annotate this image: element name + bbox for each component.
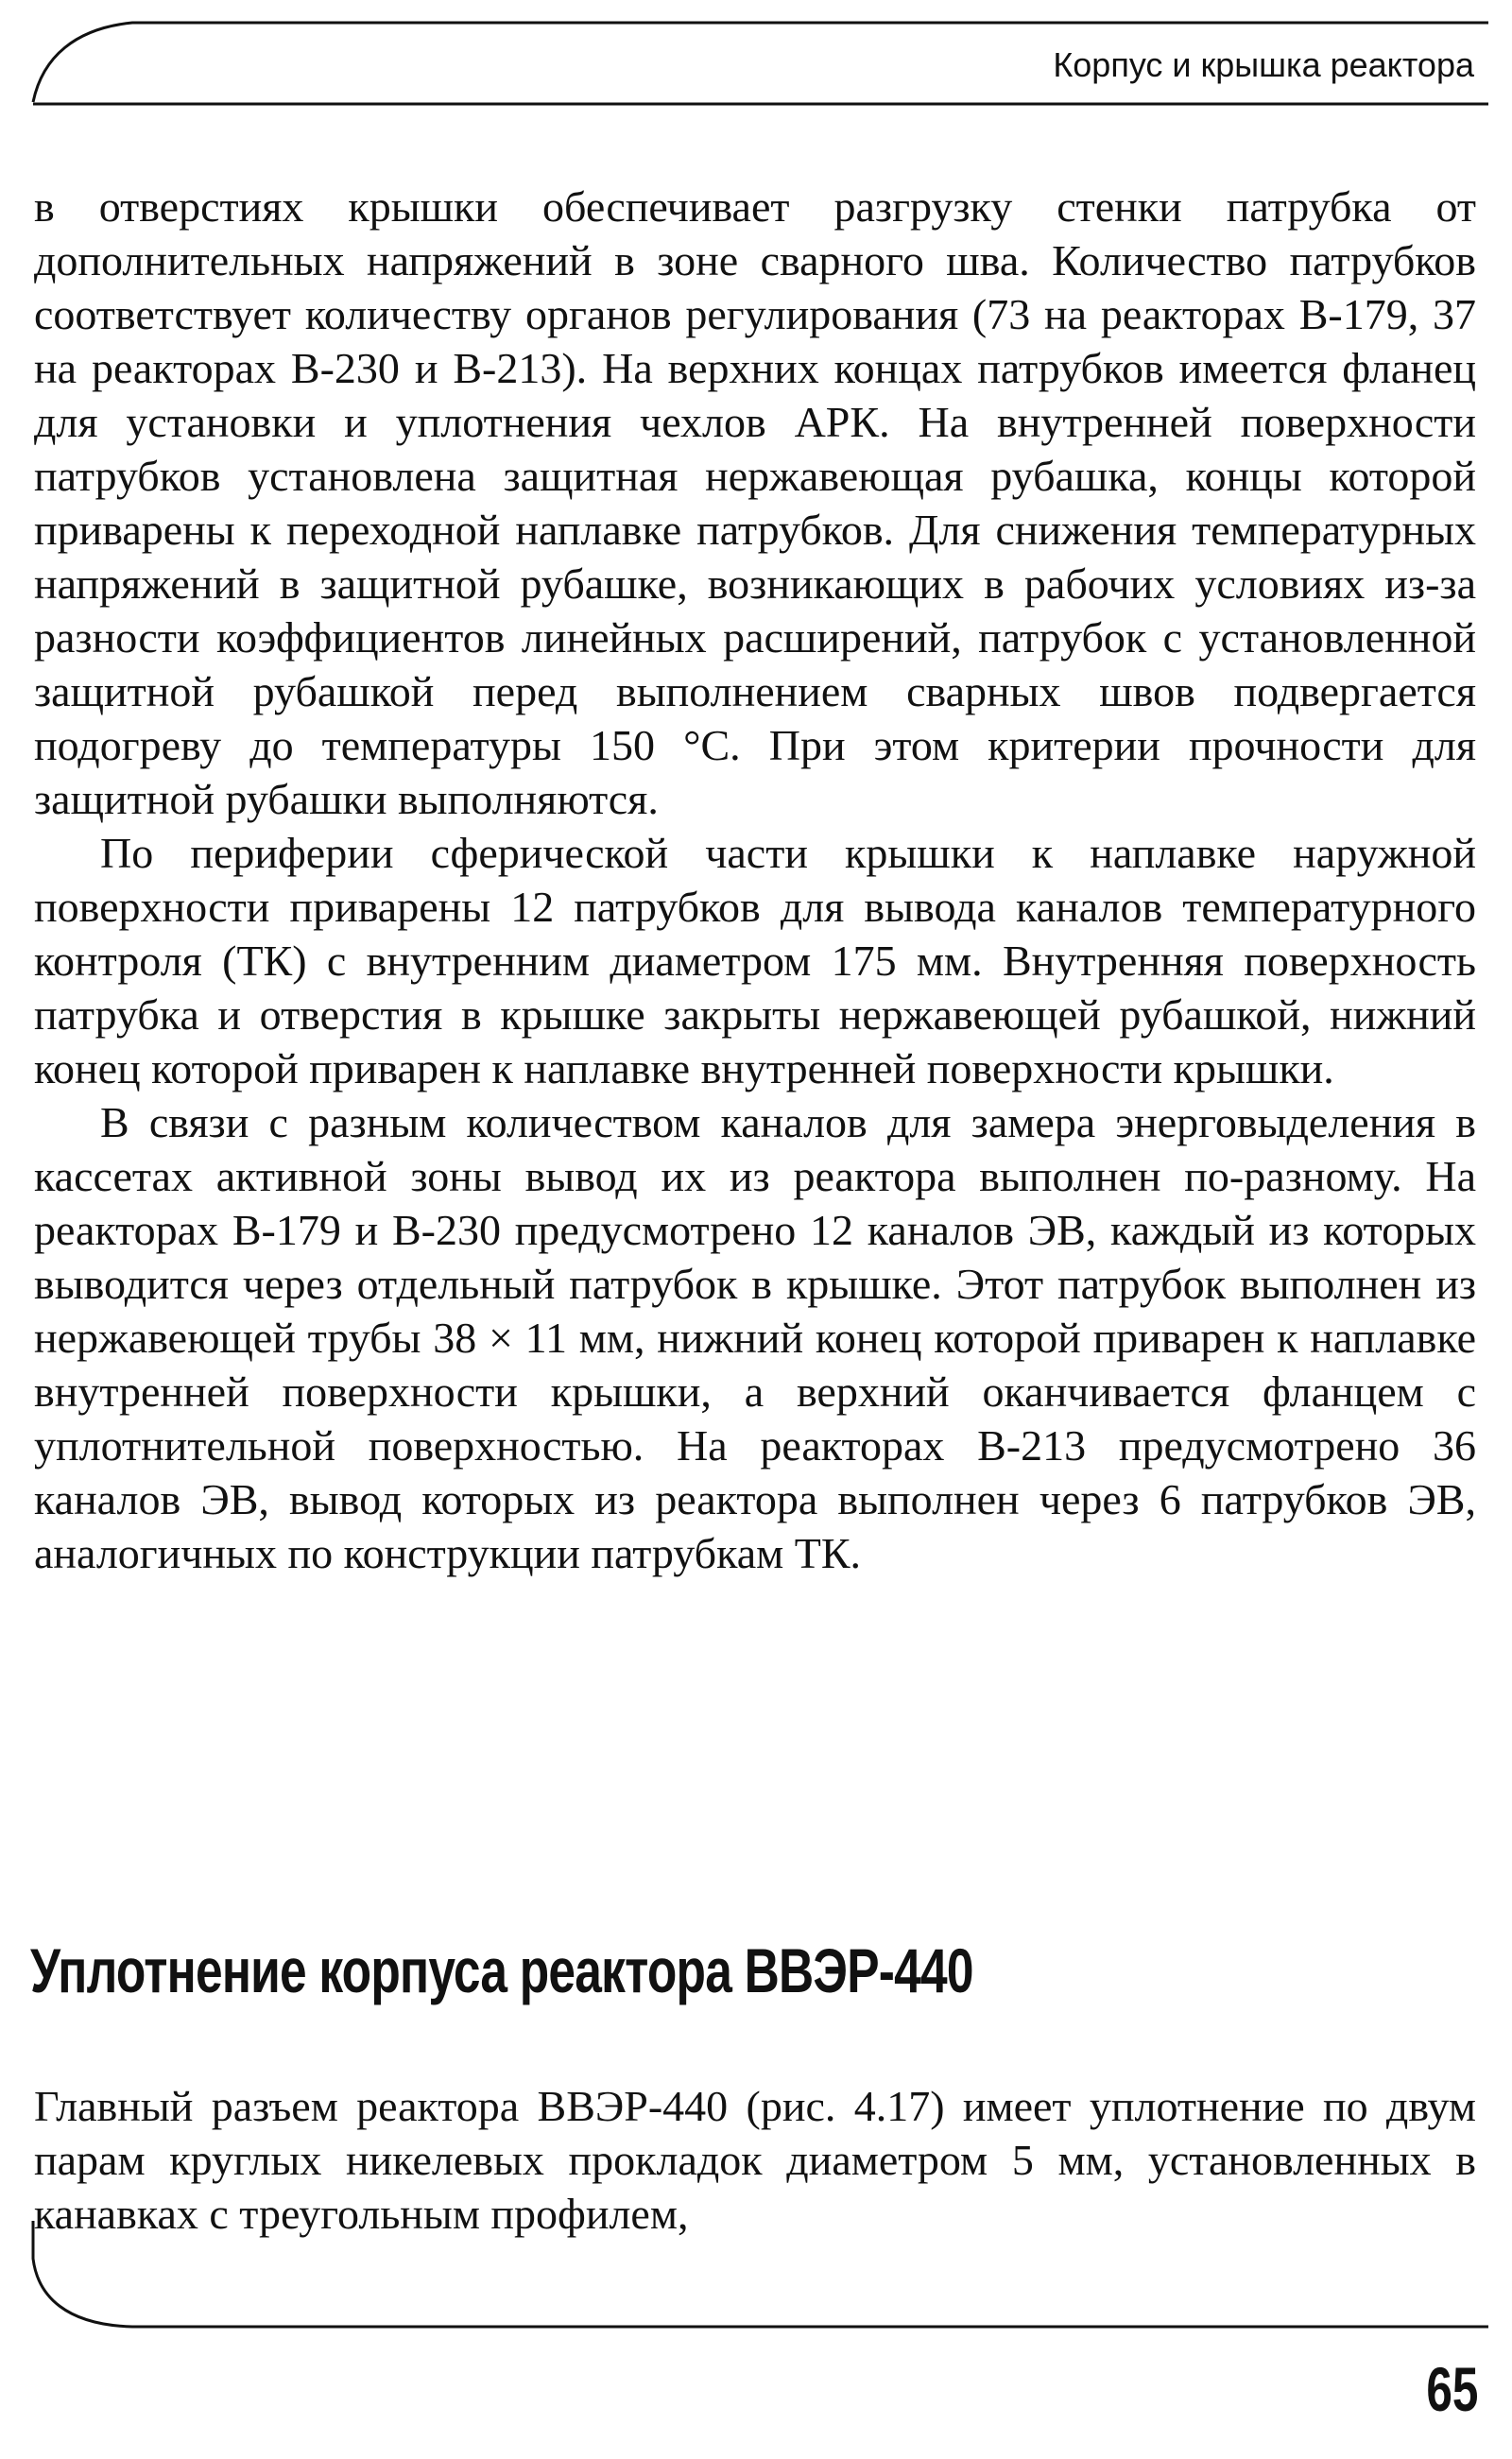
section-heading: Уплотнение корпуса реактора ВВЭР-440 [30,1935,973,2005]
page-number: 65 [1425,2354,1478,2424]
body-text [34,180,1476,1580]
paragraph-1: в отверстиях крышки обеспечивает разгрузку стенки патрубка от дополнительных напряжений в зоне сварного шва. Количество патрубков соответствует количеству органов регулирования (73 на реакторах В-179, 37 на реакторах В-230 и В-213). На верхних концах патрубков имеется фланец для установки и уплотнения чехлов АРК. На внутренней поверхности патрубков установлена защитная нержавеющая рубашка, концы которой приварены к переходной наплавке патрубков. Для снижения температурных напряжений в защитной рубашке, возникающих в рабочих условиях из-за разности коэффициентов линейных расширений, патрубок с установленной защитной рубашкой перед выполнением сварных швов подвергается подогреву до температуры 150 °С. При этом критерии прочности для защитной рубашки выполняются. [34,182,1476,823]
paragraph-2: По периферии сферической части крышки к наплавке наружной поверхности приварены 12 патрубков для вывода каналов температурного контроля (ТК) с внутренним диаметром 175 мм. Внутренняя поверхность патрубка и отверстия в крышке закрыты нержавеющей рубашкой, нижний конец которой приварен к наплавке внутренней поверхности крышки. [34,829,1476,1092]
paragraph-3: В связи с разным количеством каналов для замера энерговыделения в кассетах активной зоны вывод их из реактора выполнен по-разному. На реакторах В-179 и В-230 предусмотрено 12 каналов ЭВ, каждый из которых выводится через отдельный патрубок в крышке. Этот патрубок выполнен из нержавеющей трубы 38 × 11 мм, нижний конец которой приварен к наплавке внутренней поверхности крышки, а верхний оканчивается фланцем с уплотнительной поверхностью. На реакторах В-213 предусмотрено 36 каналов ЭВ, вывод которых из реактора выполнен через 6 патрубков ЭВ, аналогичных по конструкции патрубкам ТК. [34,1098,1476,1577]
section-body-text [34,2079,1476,2241]
footer-frame-line [28,2221,1488,2334]
running-head: Корпус и крышка реактора [1053,45,1474,84]
section-paragraph: Главный разъем реактора ВВЭР-440 (рис. 4.17) имеет уплотнение по двум парам круглых никелевых прокладок диаметром 5 мм, установленных в канавках с треугольным профилем, [34,2082,1476,2238]
